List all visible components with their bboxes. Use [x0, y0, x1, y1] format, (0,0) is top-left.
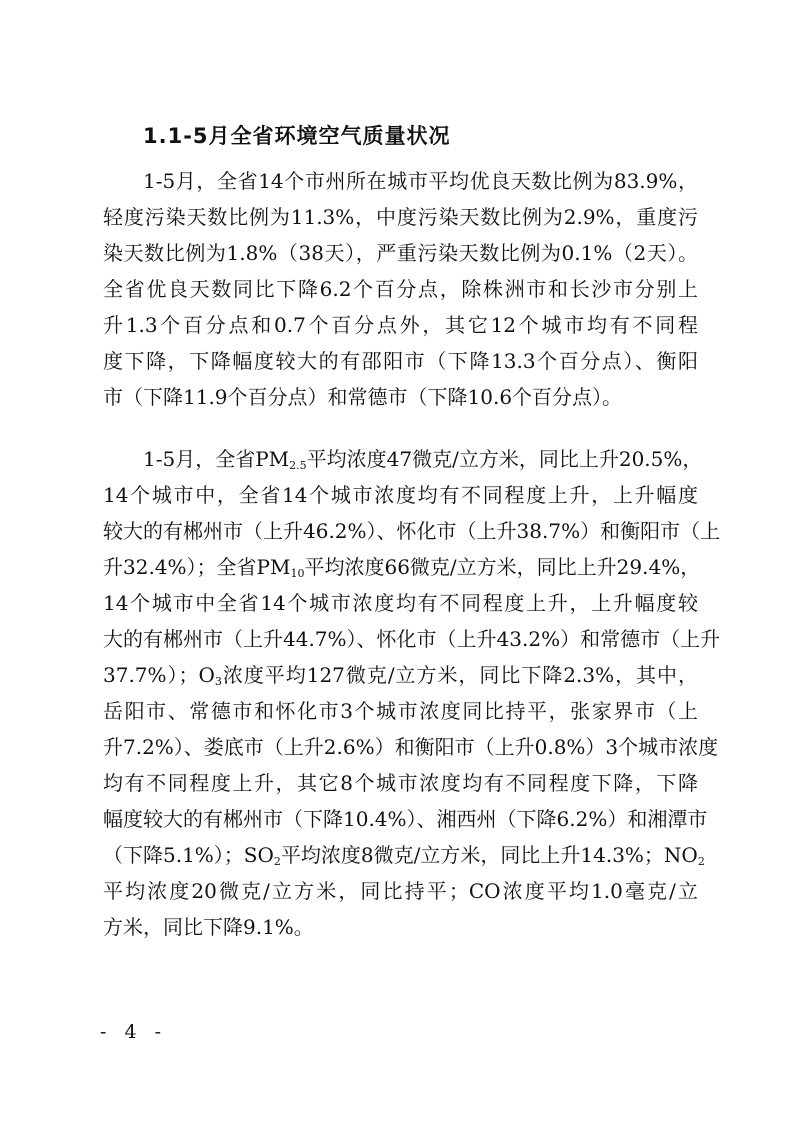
text-run: 平均浓度47微克/立方米，同比上升20.5%，: [306, 447, 703, 471]
text-line: [103, 840, 705, 870]
text-line: [103, 552, 701, 582]
text-run: 1-5月，全省PM: [143, 447, 290, 471]
text-line: 全省优良天数同比下降6.2个百分点，除株洲市和长沙市分别上: [103, 277, 698, 301]
text-run: 平均浓度66微克/立方米，同比上升29.4%，: [304, 555, 701, 579]
subscript: 10: [290, 567, 305, 580]
text-line: 幅度较大的有郴州市（下降10.4%）、湘西州（下降6.2%）和湘潭市: [103, 807, 708, 831]
text-line: 方米，同比下降9.1%。: [103, 915, 314, 939]
text-run: 升32.4%）；全省PM: [103, 555, 291, 579]
subscript: 2.5: [289, 459, 307, 472]
text-run: 浓度平均127微克/立方米，同比下降2.3%，其中，: [221, 663, 698, 687]
text-line: 14个城市中，全省14个城市浓度均有不同程度上升，上升幅度: [103, 483, 698, 507]
subscript: 3: [214, 675, 222, 688]
text-line: [103, 660, 698, 690]
text-line: [143, 444, 703, 474]
text-line: 轻度污染天数比例为11.3%，中度污染天数比例为2.9%，重度污: [103, 205, 698, 229]
text-line: 均有不同程度上升，其它8个城市浓度均有不同程度下降，下降: [103, 771, 698, 795]
text-line: 14个城市中全省14个城市浓度均有不同程度上升，上升幅度较: [103, 591, 698, 615]
text-line: 1-5月，全省14个市州所在城市平均优良天数比例为83.9%，: [143, 169, 698, 193]
text-line: 平均浓度20微克/立方米，同比持平；CO浓度平均1.0毫克/立: [103, 879, 698, 903]
subscript: 2: [273, 855, 281, 868]
text-run: 平均浓度8微克/立方米，同比上升14.3%；NO: [280, 843, 698, 867]
text-line: 升7.2%）、娄底市（上升2.6%）和衡阳市（上升0.8%）3个城市浓度: [103, 735, 719, 759]
text-line: 大的有郴州市（上升44.7%）、怀化市（上升43.2%）和常德市（上升: [103, 627, 721, 651]
subscript: 2: [697, 855, 705, 868]
text-line: 较大的有郴州市（上升46.2%）、怀化市（上升38.7%）和衡阳市（上: [103, 519, 721, 543]
text-line: 升1.3个百分点和0.7个百分点外，其它12个城市均有不同程: [103, 313, 698, 337]
text-line: 岳阳市、常德市和怀化市3个城市浓度同比持平，张家界市（上: [103, 699, 698, 723]
section-heading: 1.1-5月全省环境空气质量状况: [143, 124, 451, 148]
text-line: 市（下降11.9个百分点）和常德市（下降10.6个百分点）。: [103, 385, 623, 409]
text-run: 37.7%）；O: [103, 663, 215, 687]
text-run: （下降5.1%）；SO: [103, 843, 274, 867]
page-number: - 4 -: [100, 1021, 168, 1043]
text-line: 度下降，下降幅度较大的有邵阳市（下降13.3个百分点）、衡阳: [103, 349, 698, 373]
text-line: 染天数比例为1.8%（38天），严重污染天数比例为0.1%（2天）。: [103, 241, 698, 265]
